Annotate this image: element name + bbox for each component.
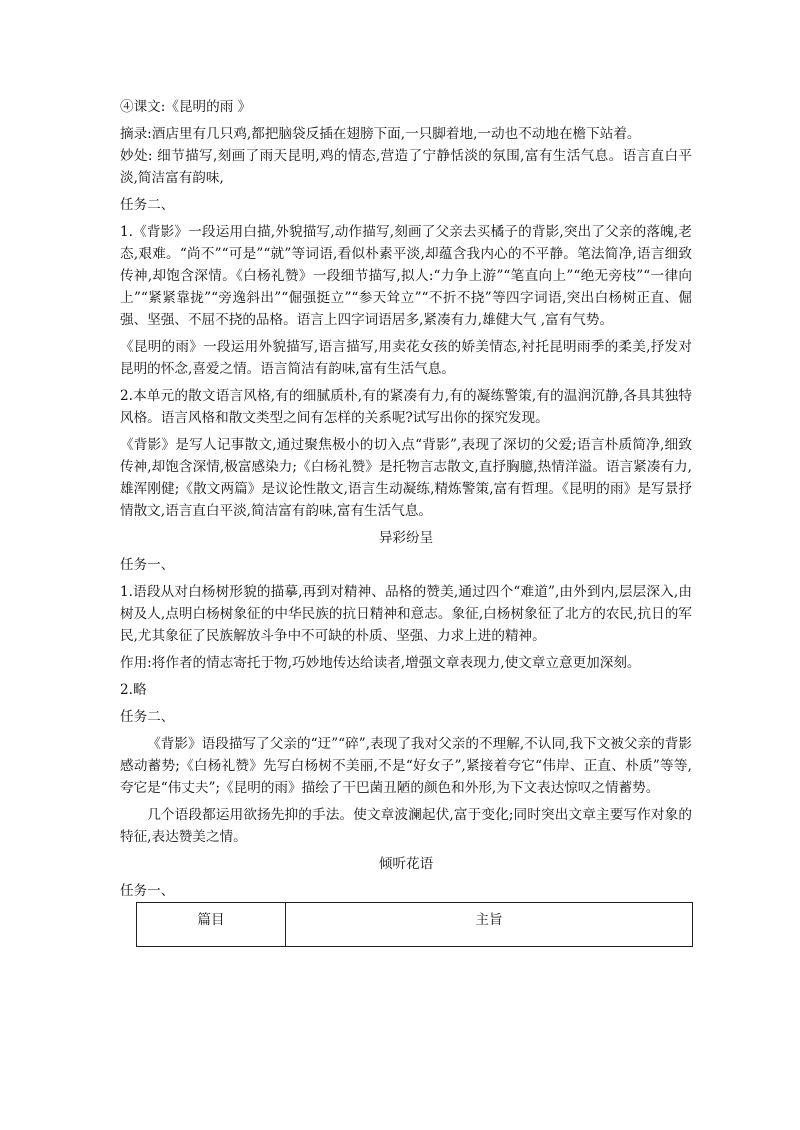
analysis-paragraph: 妙处: 细节描写,刻画了雨天昆明,鸡的情态,营造了宁静恬淡的氛围,富有生活气息。语言直白平淡,简洁富有韵味, [120,148,692,186]
task-two-question-2: 2.本单元的散文语言风格,有的细腻质朴,有的紧凑有力,有的凝练警策,有的温润沉静,各具其独特风格。语言风格和散文类型之间有怎样的关系呢?试写出你的探究发现。 [120,388,692,426]
task-one-heading: 任务一、 [120,557,175,573]
theme-table [136,902,693,947]
section-heading-yicai: 异彩纷呈 [378,530,434,546]
table-header-theme: 主旨 [286,903,693,947]
table-header-row [137,903,693,947]
task-one-effect: 作用:将作者的情志寄托于物,巧妙地传达给读者,增强文章表现力,使文章立意更加深刻。 [120,655,641,671]
section-heading-qingting: 倾听花语 [378,856,434,872]
task-one-answer-2: 2.略 [120,682,147,698]
task-two-answer-kunming: 《昆明的雨》一段运用外貌描写,语言描写,用卖花女孩的娇美情态,衬托昆明雨季的柔美,抒发对昆明的怀念,喜爱之情。语言简洁有韵味,富有生活气息。 [120,339,692,377]
task-one-answer-1: 1.语段从对白杨树形貌的描摹,再到对精神、品格的赞美,通过四个“难道”,由外到内,层层深入,由树及人,点明白杨树象征的中华民族的抗日精神和意志。象征,白杨树象征了北方的农民,抗日的军民,尤其象征了民族解放斗争中不可缺的朴质、坚强、力求上进的精神。 [120,584,692,644]
task-two-answer-2: 《背影》是写人记事散文,通过聚焦极小的切入点“背影”,表现了深切的父爱;语言朴质简净,细致传神,却饱含深情,极富感染力;《白杨礼赞》是托物言志散文,直抒胸臆,热情洋溢。语言紧凑有力,雄浑刚健;《散文两篇》是议论性散文,语言生动凝练,精炼警策,富有哲理。《昆明的雨》是写景抒情散文,语言直白平淡,简洁富有韵味,富有生活气息。 [120,437,692,519]
task-two-answer-1: 1.《背影》一段运用白描,外貌描写,动作描写,刻画了父亲去买橘子的背影,突出了父亲的落魄,老态,艰难。“尚不”“可是”“就”等词语,看似朴素平淡,却蕴含我内心的不平静。笔法简净,语言细致传神,却饱含深情。《白杨礼赞》一段细节描写,拟人:“力争上游”“笔直向上”“绝无旁枝”“一律向上”“紧紧靠拢”“旁逸斜出”“倔强挺立”“参天耸立”“不折不挠”等四字词语,突出白杨树正直、倔强、坚强、不屈不挠的品格。语言上四字词语居多,紧凑有力,雄健大气 ,富有气势。 [120,224,692,328]
task-two-answer-b1: 《背影》语段描写了父亲的“迂”“碎”,表现了我对父亲的不理解,不认同,我下文被父亲的背影感动蓄势;《白杨礼赞》先写白杨树不美丽,不是“好女子”,紧接着夸它“伟岸、正直、朴质”等等,夸它是“伟丈夫”;《昆明的雨》描绘了干巴菌丑陋的颜色和外形,为下文表达惊叹之情蓄势。 [120,736,692,796]
task-one-heading-b: 任务一、 [120,883,175,899]
lesson-heading: ④课文:《昆明的雨 》 [120,99,252,115]
task-two-heading-b: 任务二、 [120,709,175,725]
document-page [120,96,692,947]
task-two-answer-b2: 几个语段都运用欲扬先抑的手法。使文章波澜起伏,富于变化;同时突出文章主要写作对象的特征,表达赞美之情。 [120,807,692,845]
table-header-title: 篇目 [137,903,286,947]
excerpt-paragraph: 摘录:酒店里有几只鸡,都把脑袋反插在翅膀下面,一只脚着地,一动也不动地在檐下站着。 [120,126,641,142]
task-two-heading: 任务二、 [120,197,175,213]
